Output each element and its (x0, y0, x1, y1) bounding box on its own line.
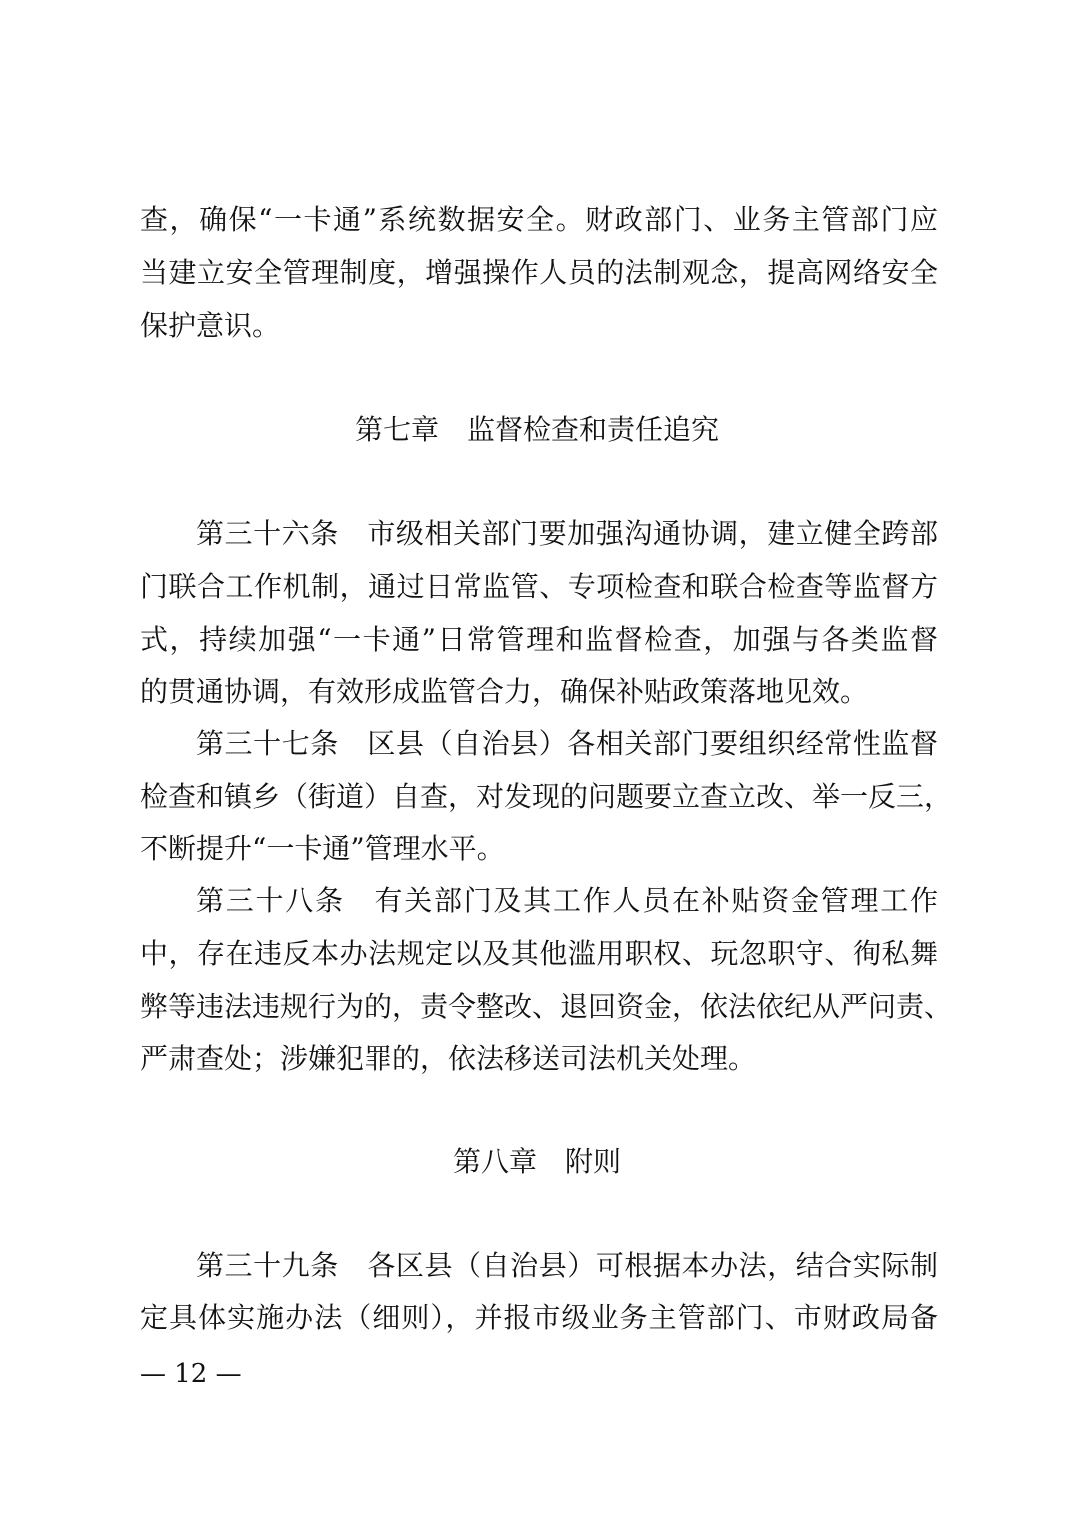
article-36-line: 式，持续加强“一卡通”日常管理和监督检查，加强与各类监督 (140, 623, 938, 656)
paragraph-line: 查，确保“一卡通”系统数据安全。财政部门、业务主管部门应 (140, 203, 938, 236)
chapter-heading: 第八章 附则 (452, 1145, 621, 1178)
paragraph-line: 保护意识。 (140, 309, 281, 342)
chapter-heading: 第七章 监督检查和责任追究 (354, 413, 719, 446)
article-37-line: 不断提升“一卡通”管理水平。 (140, 832, 505, 865)
paragraph-line: 当建立安全管理制度，增强操作人员的法制观念，提高网络安全 (140, 256, 938, 289)
article-36-line: 的贯通协调，有效形成监管合力，确保补贴政策落地见效。 (140, 675, 869, 708)
article-36-line: 第三十六条 市级相关部门要加强沟通协调，建立健全跨部 (196, 517, 938, 550)
article-39-line: 定具体实施办法（细则），并报市级业务主管部门、市财政局备 (140, 1301, 938, 1334)
article-37-line: 检查和镇乡（街道）自查，对发现的问题要立查立改、举一反三， (140, 780, 953, 813)
article-38-line: 弊等违法违规行为的，责令整改、退回资金，依法依纪从严问责、 (140, 990, 953, 1023)
article-37-line: 第三十七条 区县（自治县）各相关部门要组织经常性监督 (196, 727, 938, 760)
article-38-line: 严肃查处；涉嫌犯罪的，依法移送司法机关处理。 (140, 1042, 757, 1075)
article-38-line: 第三十八条 有关部门及其工作人员在补贴资金管理工作 (196, 884, 938, 917)
article-38-line: 中，存在违反本办法规定以及其他滥用职权、玩忽职守、徇私舞 (140, 937, 938, 970)
article-36-line: 门联合工作机制，通过日常监管、专项检查和联合检查等监督方 (140, 570, 938, 603)
article-39-line: 第三十九条 各区县（自治县）可根据本办法，结合实际制 (196, 1249, 938, 1282)
page-number: — 12 — (140, 1359, 242, 1389)
